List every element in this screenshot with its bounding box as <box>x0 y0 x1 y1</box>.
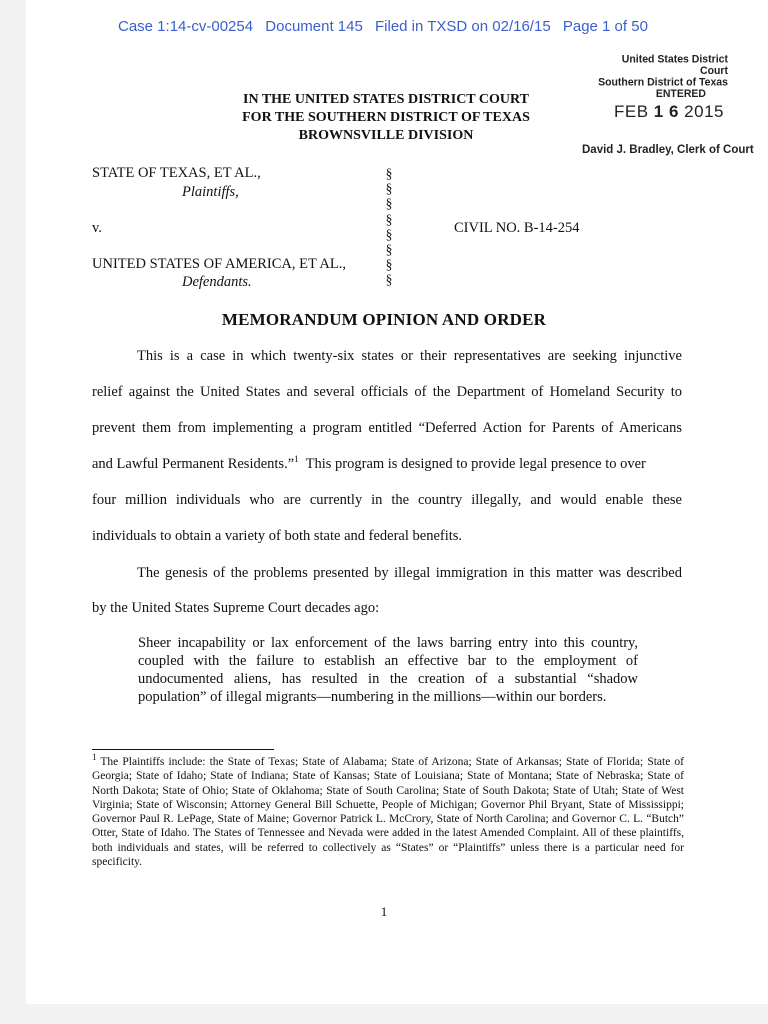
section-marks <box>383 166 395 288</box>
body-line: individuals to obtain a variety of both state and federal benefits. <box>92 528 463 544</box>
stamp-day: 1 6 <box>653 102 679 121</box>
case-number: Case 1:14-cv-00254 <box>118 18 254 35</box>
filed-date: Filed in TXSD on 02/16/15 <box>375 18 551 35</box>
footnote <box>92 752 684 869</box>
document-title: MEMORANDUM OPINION AND ORDER <box>221 310 547 329</box>
block-quote: Sheer incapability or lax enforcement of the laws barring entry into this country, coupled with the failure to establish an effective bar to the employment of undocumented aliens, has resulted in the creation of a substantial “shadow population” of illegal migrants—numbering in the millions—within our borders. <box>138 635 638 705</box>
court-line-3: BROWNSVILLE DIVISION <box>298 128 474 143</box>
body-line: relief against the United States and several officials of the Department of Homeland Security to <box>92 384 682 400</box>
section-mark: § <box>385 272 393 288</box>
footnote-divider <box>92 749 274 750</box>
body-line: by the United States Supreme Court decades ago: <box>92 600 380 616</box>
plaintiff-name: STATE OF TEXAS, ET AL., <box>92 165 261 181</box>
filing-header <box>118 18 678 35</box>
civil-number: CIVIL NO. B-14-254 <box>454 220 580 236</box>
page-number: 1 <box>380 904 388 919</box>
versus: v. <box>92 220 102 236</box>
section-mark: § <box>385 242 393 258</box>
defendant-role: Defendants. <box>182 274 252 290</box>
document-number: Document 145 <box>265 18 363 35</box>
court-line-1: IN THE UNITED STATES DISTRICT COURT <box>243 92 529 107</box>
stamp-date <box>614 102 724 122</box>
body-line: The genesis of the problems presented by illegal immigration in this matter was described <box>137 565 682 581</box>
section-mark: § <box>385 211 393 227</box>
stamp-line-2: Southern District of Texas <box>598 75 728 89</box>
entered-stamp <box>598 54 728 100</box>
footnote-text: The Plaintiffs include: the State of Texas; State of Alabama; State of Arizona; State of Arkansas; State of Florida; State of Georgia; State of Idaho; State of Indiana; State of Kansas; State of Louisiana; State of Montana; State of Nebraska; State of North Dakota; State of Ohio; State of Oklahoma; State of South Carolina; State of South Dakota; State of Utah; State of West Virginia; State of Wisconsin; Attorney General Bill Schuette, People of Michigan; Governor Phil Bryant, State of Mississippi; Governor Paul R. LePage, State of Maine; Governor Patrick L. McCrory, State of North Carolina; and Governor C. L. “Butch” Otter, State of Idaho. The States of Tennessee and Nevada were added in the latest Amended Complaint. All of these plaintiffs, both individuals and states, will be referred to collectively as “States” or “Plaintiffs” unless there is a particular need for specificity. <box>92 756 684 869</box>
footnote-ref: 1 <box>294 454 299 465</box>
court-heading <box>200 91 572 145</box>
defendant-name: UNITED STATES OF AMERICA, ET AL., <box>92 256 346 272</box>
stamp-year: 2015 <box>684 102 724 121</box>
stamp-line-3: ENTERED <box>655 87 706 101</box>
section-mark: § <box>385 257 393 273</box>
stamp-line-1: United States District Court <box>621 52 728 77</box>
section-mark: § <box>385 166 393 181</box>
section-mark: § <box>385 226 393 242</box>
footnote-marker: 1 <box>92 752 97 763</box>
stamp-month: FEB <box>614 102 649 121</box>
body-line: prevent them from implementing a program entitled “Deferred Action for Parents of Americans <box>92 420 682 436</box>
body-line <box>92 455 682 473</box>
body-line: four million individuals who are currently in the country illegally, and would enable these <box>92 492 682 508</box>
section-mark: § <box>385 181 393 197</box>
body-line-text: This program is designed to provide legal presence to over <box>298 456 646 472</box>
page-count: Page 1 of 50 <box>562 18 648 35</box>
plaintiff-role: Plaintiffs, <box>182 184 239 200</box>
body-line-text: and Lawful Permanent Residents.” <box>92 456 295 472</box>
body-line: This is a case in which twenty-six states or their representatives are seeking injunctive <box>137 348 682 364</box>
court-line-2: FOR THE SOUTHERN DISTRICT OF TEXAS <box>242 110 530 125</box>
stamp-clerk: David J. Bradley, Clerk of Court <box>582 144 754 156</box>
section-mark: § <box>385 196 393 212</box>
